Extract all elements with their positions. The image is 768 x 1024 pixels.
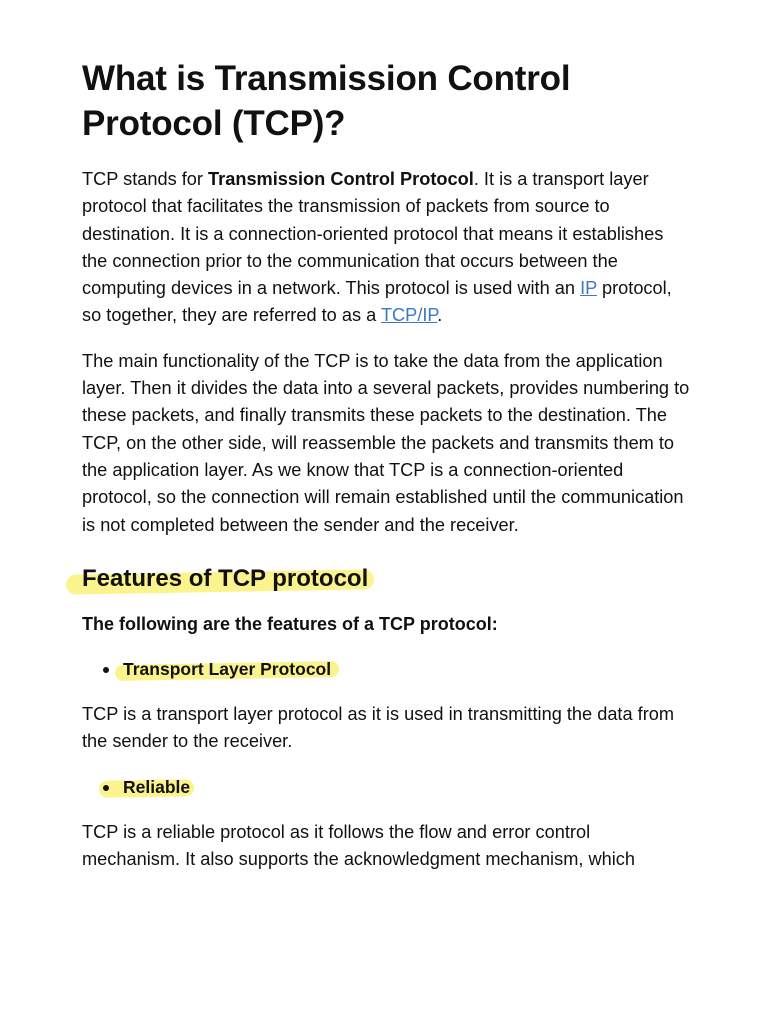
features-lead: The following are the features of a TCP protocol: [82,613,498,634]
feature-label: Transport Layer Protocol [123,659,332,680]
intro-bold-term: Transmission Control Protocol [208,169,474,189]
feature-list-2 [82,774,692,800]
intro-text-4: . [437,305,443,326]
list-item [82,656,692,682]
feature-label: Reliable [123,776,191,797]
features-heading-text: Features of TCP protocol [82,564,369,592]
feature-description: TCP is a transport layer protocol as it is used in transmitting the data from the sender to the receiver. [82,704,675,752]
features-heading [82,563,368,595]
feature-list-1 [82,656,692,682]
article [82,56,692,873]
page-title: What is Transmission Control Protocol (TCP)? [82,59,571,143]
intro-text-1: TCP stands for [82,169,209,189]
list-item [82,774,692,800]
intro-paragraph [82,166,692,330]
intro-text-2: . It is a transport layer protocol that facilitates the transmission of packets from source to destination. It is a connection-oriented protocol that means it establishes the connection prior to the communication that occurs between the computing devices in a network. This protocol is used with an [82,169,664,299]
functionality-paragraph: The main functionality of the TCP is to take the data from the application layer. Then it divides the data into a several packets, provides numbering to these packets, and finally transmits these packets to the destination. The TCP, on the other side, will reassemble the packets and transmits them to the application layer. As we know that TCP is a connection-oriented protocol, so the connection will remain established until the communication is not completed between the sender and the receiver. [82,350,690,535]
ip-link[interactable]: IP [580,278,597,299]
tcp-ip-link[interactable]: TCP/IP [380,305,438,326]
feature-description: TCP is a reliable protocol as it follows the flow and error control mechanism. It also supports the acknowledgment mechanism, which [82,821,635,870]
intro-text-3: protocol, so together, they are referred to as a [82,278,672,326]
